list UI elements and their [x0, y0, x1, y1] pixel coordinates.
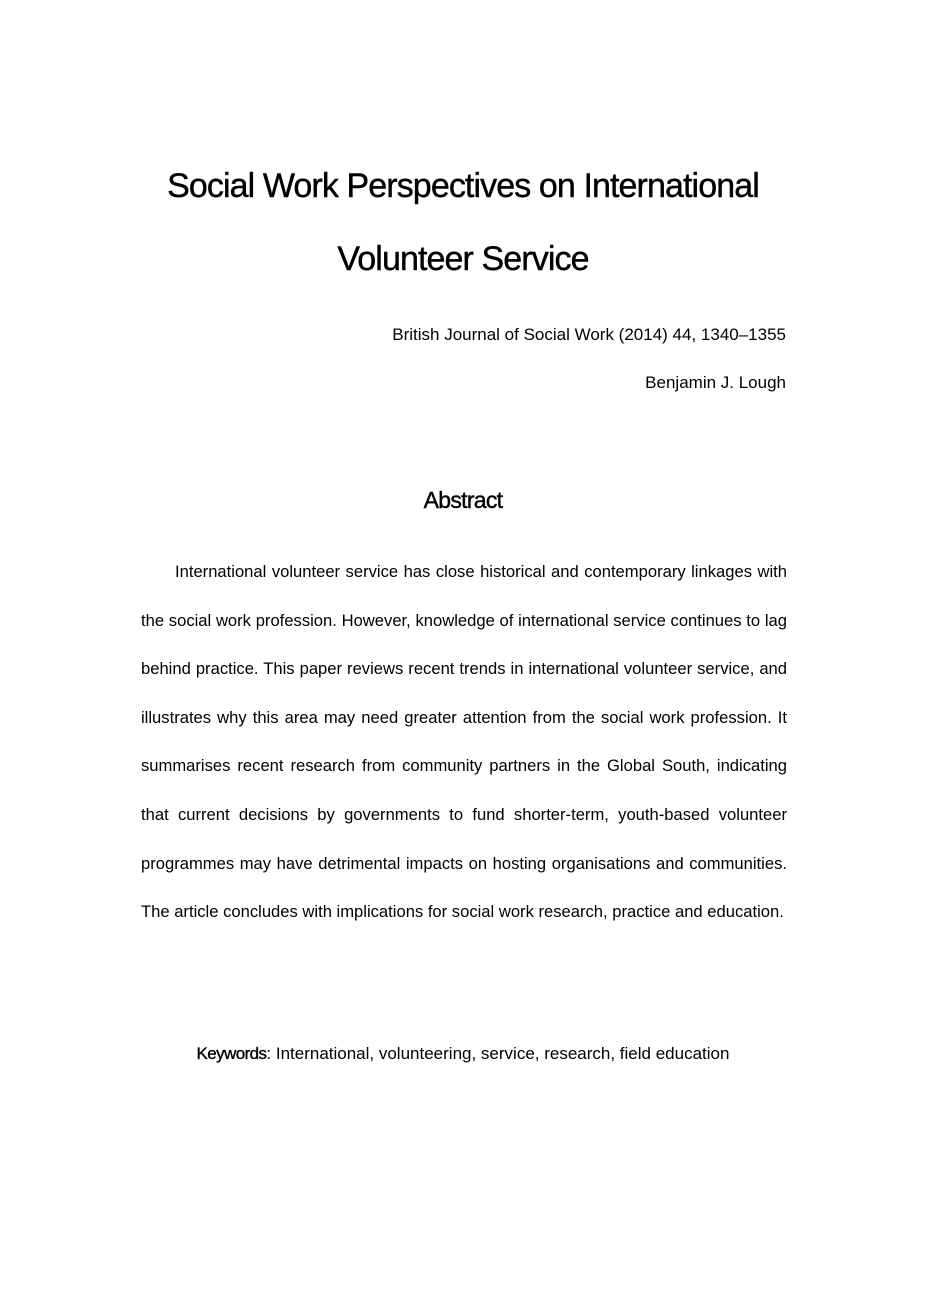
journal-citation: British Journal of Social Work (2014) 44, 1340–1355: [392, 325, 786, 344]
paper-title: Social Work Perspectives on International Volunteer Service: [167, 167, 759, 278]
keywords-line: [0, 1044, 926, 1064]
keywords-text: International, volunteering, service, research, field education: [275, 1044, 730, 1063]
keywords-separator: :: [266, 1044, 276, 1063]
abstract-body: International volunteer service has close historical and contemporary linkages with the social work profession. However, knowledge of international service continues to lag behind practice. This paper reviews recent trends in international volunteer service, and illustrates why this area may need greater attention from the social work profession. It summarises recent research from community partners in the Global South, indicating that current decisions by governments to fund shorter-term, youth-based volunteer programmes may have detrimental impacts on hosting organisations and communities. The article concludes with implications for social work research, practice and education.: [141, 562, 787, 922]
author-name: Benjamin J. Lough: [645, 373, 786, 392]
keywords-label: Keywords: [196, 1044, 267, 1063]
abstract-heading: Abstract: [423, 487, 503, 513]
